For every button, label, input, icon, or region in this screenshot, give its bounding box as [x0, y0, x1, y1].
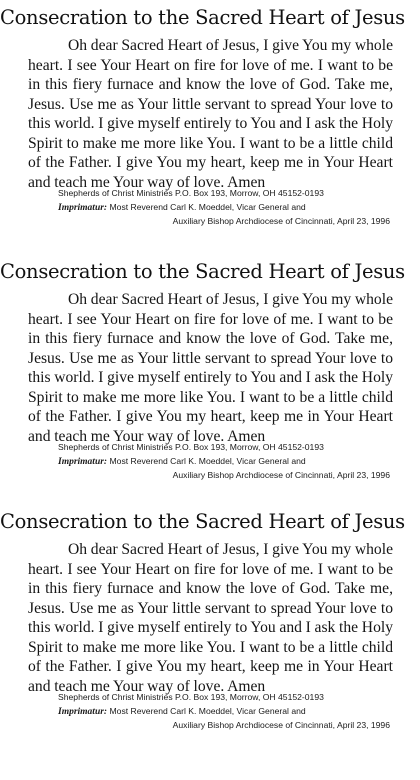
card-credits: [58, 691, 390, 733]
prayer-card-1: [0, 0, 420, 250]
imprimatur-line-2: Auxiliary Bishop Archdiocese of Cincinnati, April 23, 1996: [172, 470, 390, 480]
publisher-line: Shepherds of Christ Ministries P.O. Box 193, Morrow, OH 45152-0193: [58, 692, 324, 702]
imprimatur-line-2: Auxiliary Bishop Archdiocese of Cincinnati, April 23, 1996: [172, 720, 390, 730]
prayer-card-3: [0, 504, 420, 754]
imprimatur-label: Imprimatur:: [58, 456, 108, 467]
imprimatur-text: Most Reverend Carl K. Moeddel, Vicar General and: [109, 201, 306, 212]
imprimatur-text: Most Reverend Carl K. Moeddel, Vicar General and: [109, 705, 306, 716]
imprimatur-label: Imprimatur:: [58, 706, 108, 717]
card-title: Consecration to the Sacred Heart of Jesus: [0, 260, 405, 283]
card-title: Consecration to the Sacred Heart of Jesus: [0, 6, 405, 29]
card-credits: [58, 441, 390, 483]
card-credits: [58, 187, 390, 229]
prayer-text: [28, 540, 393, 696]
prayer-paragraph: Oh dear Sacred Heart of Jesus, I give You my whole heart. I see Your Heart on fire for love of me. I want to be in this fiery furnace and know the love of God. Take me, Jesus. Use me as Your little servant to spread Your love to this world. I give myself entirely to You and I ask the Holy Spirit to make me more like You. I want to be a little child of the Father. I give You my heart, keep me in Your Heart and teach me Your way of love. Amen: [28, 541, 393, 695]
prayer-text: [28, 36, 393, 192]
prayer-paragraph: Oh dear Sacred Heart of Jesus, I give You my whole heart. I see Your Heart on fire for love of me. I want to be in this fiery furnace and know the love of God. Take me, Jesus. Use me as Your little servant to spread Your love to this world. I give myself entirely to You and I ask the Holy Spirit to make me more like You. I want to be a little child of the Father. I give You my heart, keep me in Your Heart and teach me Your way of love. Amen: [28, 291, 393, 445]
publisher-line: Shepherds of Christ Ministries P.O. Box 193, Morrow, OH 45152-0193: [58, 188, 324, 198]
imprimatur-line-2: Auxiliary Bishop Archdiocese of Cincinnati, April 23, 1996: [172, 216, 390, 226]
card-title: Consecration to the Sacred Heart of Jesus: [0, 510, 405, 533]
imprimatur-line: [58, 455, 390, 470]
prayer-card-2: [0, 254, 420, 504]
imprimatur-label: Imprimatur:: [58, 202, 108, 213]
prayer-text: [28, 290, 393, 446]
imprimatur-line: [58, 705, 390, 720]
imprimatur-line: [58, 201, 390, 216]
imprimatur-text: Most Reverend Carl K. Moeddel, Vicar General and: [109, 455, 306, 466]
prayer-paragraph: Oh dear Sacred Heart of Jesus, I give You my whole heart. I see Your Heart on fire for love of me. I want to be in this fiery furnace and know the love of God. Take me, Jesus. Use me as Your little servant to spread Your love to this world. I give myself entirely to You and I ask the Holy Spirit to make me more like You. I want to be a little child of the Father. I give You my heart, keep me in Your Heart and teach me Your way of love. Amen: [28, 37, 393, 191]
publisher-line: Shepherds of Christ Ministries P.O. Box 193, Morrow, OH 45152-0193: [58, 442, 324, 452]
